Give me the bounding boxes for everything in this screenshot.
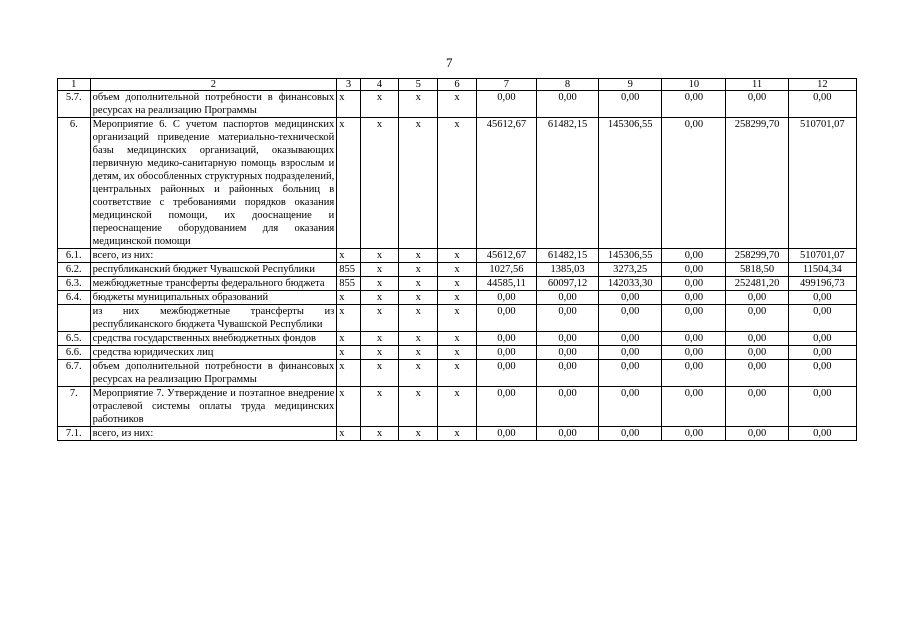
amount-cell-col-12: 0,00 xyxy=(788,346,856,360)
table-row xyxy=(58,91,857,118)
header-row xyxy=(58,79,857,91)
row-description-cell: республиканский бюджет Чувашской Республики xyxy=(90,263,337,277)
column-header-12: 12 xyxy=(788,79,856,91)
amount-cell-col-10: 0,00 xyxy=(662,427,726,441)
amount-cell-col-7: 1027,56 xyxy=(476,263,536,277)
table-row xyxy=(58,332,857,346)
amount-cell-col-12: 0,00 xyxy=(788,332,856,346)
column-header-3: 3 xyxy=(337,79,360,91)
amount-cell-col-9: 145306,55 xyxy=(599,249,662,263)
budget-code-cell: x xyxy=(337,291,360,305)
amount-cell-col-8: 0,00 xyxy=(536,291,598,305)
column-4-cell: x xyxy=(360,249,399,263)
amount-cell-col-8: 61482,15 xyxy=(536,118,598,249)
amount-cell-col-12: 510701,07 xyxy=(788,118,856,249)
amount-cell-col-9: 0,00 xyxy=(599,427,662,441)
row-description-cell: всего, из них: xyxy=(90,249,337,263)
column-4-cell: x xyxy=(360,427,399,441)
row-description-cell: бюджеты муниципальных образований xyxy=(90,291,337,305)
column-5-cell: x xyxy=(399,118,438,249)
table-row xyxy=(58,291,857,305)
amount-cell-col-11: 5818,50 xyxy=(726,263,788,277)
amount-cell-col-11: 258299,70 xyxy=(726,249,788,263)
amount-cell-col-9: 0,00 xyxy=(599,305,662,332)
column-5-cell: x xyxy=(399,91,438,118)
amount-cell-col-9: 145306,55 xyxy=(599,118,662,249)
amount-cell-col-12: 510701,07 xyxy=(788,249,856,263)
column-5-cell: x xyxy=(399,360,438,387)
column-4-cell: x xyxy=(360,360,399,387)
amount-cell-col-11: 258299,70 xyxy=(726,118,788,249)
column-4-cell: x xyxy=(360,305,399,332)
column-4-cell: x xyxy=(360,263,399,277)
row-description-cell: всего, из них: xyxy=(90,427,337,441)
row-description-cell: средства государственных внебюджетных фондов xyxy=(90,332,337,346)
column-6-cell: x xyxy=(438,249,477,263)
amount-cell-col-10: 0,00 xyxy=(662,263,726,277)
amount-cell-col-9: 0,00 xyxy=(599,346,662,360)
row-number-cell: 6.7. xyxy=(58,360,91,387)
budget-code-cell: x xyxy=(337,305,360,332)
amount-cell-col-7: 0,00 xyxy=(476,305,536,332)
budget-code-cell: x xyxy=(337,332,360,346)
amount-cell-col-10: 0,00 xyxy=(662,118,726,249)
row-number-cell: 6.4. xyxy=(58,291,91,305)
column-6-cell: x xyxy=(438,291,477,305)
amount-cell-col-8: 0,00 xyxy=(536,387,598,427)
column-4-cell: x xyxy=(360,277,399,291)
column-6-cell: x xyxy=(438,346,477,360)
amount-cell-col-7: 44585,11 xyxy=(476,277,536,291)
table-row xyxy=(58,277,857,291)
column-5-cell: x xyxy=(399,387,438,427)
table-body xyxy=(58,91,857,441)
amount-cell-col-11: 252481,20 xyxy=(726,277,788,291)
page-number: 7 xyxy=(446,55,453,70)
amount-cell-col-11: 0,00 xyxy=(726,305,788,332)
amount-cell-col-12: 0,00 xyxy=(788,360,856,387)
row-number-cell: 7.1. xyxy=(58,427,91,441)
amount-cell-col-7: 0,00 xyxy=(476,360,536,387)
row-description-cell: средства юридических лиц xyxy=(90,346,337,360)
column-4-cell: x xyxy=(360,91,399,118)
amount-cell-col-11: 0,00 xyxy=(726,360,788,387)
row-number-cell: 5.7. xyxy=(58,91,91,118)
amount-cell-col-8: 0,00 xyxy=(536,346,598,360)
amount-cell-col-7: 45612,67 xyxy=(476,249,536,263)
amount-cell-col-7: 0,00 xyxy=(476,387,536,427)
row-description-cell: из них межбюджетные трансферты из республиканского бюджета Чувашской Республики xyxy=(90,305,337,332)
amount-cell-col-7: 0,00 xyxy=(476,91,536,118)
amount-cell-col-11: 0,00 xyxy=(726,332,788,346)
amount-cell-col-9: 0,00 xyxy=(599,332,662,346)
table-row xyxy=(58,305,857,332)
table-row xyxy=(58,263,857,277)
amount-cell-col-11: 0,00 xyxy=(726,387,788,427)
column-6-cell: x xyxy=(438,305,477,332)
column-header-7: 7 xyxy=(476,79,536,91)
amount-cell-col-9: 3273,25 xyxy=(599,263,662,277)
table-row xyxy=(58,249,857,263)
column-header-1: 1 xyxy=(58,79,91,91)
column-header-5: 5 xyxy=(399,79,438,91)
amount-cell-col-8: 1385,03 xyxy=(536,263,598,277)
amount-cell-col-9: 0,00 xyxy=(599,360,662,387)
row-description-cell: межбюджетные трансферты федерального бюджета xyxy=(90,277,337,291)
budget-code-cell: x xyxy=(337,427,360,441)
amount-cell-col-8: 0,00 xyxy=(536,360,598,387)
amount-cell-col-10: 0,00 xyxy=(662,360,726,387)
table-row xyxy=(58,118,857,249)
amount-cell-col-8: 60097,12 xyxy=(536,277,598,291)
row-number-cell: 6.5. xyxy=(58,332,91,346)
row-number-cell: 6.1. xyxy=(58,249,91,263)
row-number-cell: 6.6. xyxy=(58,346,91,360)
column-6-cell: x xyxy=(438,360,477,387)
amount-cell-col-8: 0,00 xyxy=(536,91,598,118)
budget-code-cell: x xyxy=(337,360,360,387)
amount-cell-col-12: 0,00 xyxy=(788,291,856,305)
column-header-2: 2 xyxy=(90,79,337,91)
amount-cell-col-10: 0,00 xyxy=(662,277,726,291)
column-6-cell: x xyxy=(438,427,477,441)
row-description-cell: объем дополнительной потребности в финансовых ресурсах на реализацию Программы xyxy=(90,360,337,387)
amount-cell-col-12: 0,00 xyxy=(788,91,856,118)
amount-cell-col-10: 0,00 xyxy=(662,346,726,360)
budget-code-cell: x xyxy=(337,387,360,427)
amount-cell-col-7: 0,00 xyxy=(476,291,536,305)
column-5-cell: x xyxy=(399,249,438,263)
budget-code-cell: 855 xyxy=(337,277,360,291)
column-header-9: 9 xyxy=(599,79,662,91)
column-5-cell: x xyxy=(399,346,438,360)
row-description-cell: объем дополнительной потребности в финансовых ресурсах на реализацию Программы xyxy=(90,91,337,118)
budget-code-cell: x xyxy=(337,118,360,249)
column-4-cell: x xyxy=(360,387,399,427)
amount-cell-col-8: 0,00 xyxy=(536,332,598,346)
row-number-cell xyxy=(58,305,91,332)
amount-cell-col-11: 0,00 xyxy=(726,291,788,305)
amount-cell-col-11: 0,00 xyxy=(726,346,788,360)
amount-cell-col-12: 0,00 xyxy=(788,427,856,441)
column-header-11: 11 xyxy=(726,79,788,91)
amount-cell-col-10: 0,00 xyxy=(662,291,726,305)
column-header-8: 8 xyxy=(536,79,598,91)
column-header-6: 6 xyxy=(438,79,477,91)
amount-cell-col-8: 0,00 xyxy=(536,427,598,441)
amount-cell-col-10: 0,00 xyxy=(662,91,726,118)
row-number-cell: 6.2. xyxy=(58,263,91,277)
row-number-cell: 6. xyxy=(58,118,91,249)
row-description-cell: Мероприятие 6. С учетом паспортов медицинских организаций приведение материально-технической базы медицинских организаций, оказывающих первичную медико-санитарную помощь взрослым и детям, их обособленных структурных подразделений, центральных районных и районных больниц в соответствие с требованиями порядков оказания медицинской помощи, их дооснащение и переоснащение оборудованием для оказания медицинской помощи xyxy=(90,118,337,249)
amount-cell-col-10: 0,00 xyxy=(662,305,726,332)
amount-cell-col-7: 0,00 xyxy=(476,332,536,346)
amount-cell-col-11: 0,00 xyxy=(726,427,788,441)
budget-code-cell: 855 xyxy=(337,263,360,277)
budget-code-cell: x xyxy=(337,346,360,360)
budget-code-cell: x xyxy=(337,249,360,263)
amount-cell-col-7: 0,00 xyxy=(476,427,536,441)
amount-cell-col-10: 0,00 xyxy=(662,332,726,346)
table-row xyxy=(58,387,857,427)
amount-cell-col-12: 11504,34 xyxy=(788,263,856,277)
column-4-cell: x xyxy=(360,346,399,360)
column-6-cell: x xyxy=(438,118,477,249)
amount-cell-col-9: 142033,30 xyxy=(599,277,662,291)
column-4-cell: x xyxy=(360,291,399,305)
amount-cell-col-9: 0,00 xyxy=(599,387,662,427)
column-6-cell: x xyxy=(438,91,477,118)
amount-cell-col-8: 0,00 xyxy=(536,305,598,332)
budget-code-cell: x xyxy=(337,91,360,118)
column-6-cell: x xyxy=(438,332,477,346)
amount-cell-col-12: 0,00 xyxy=(788,305,856,332)
amount-cell-col-8: 61482,15 xyxy=(536,249,598,263)
column-4-cell: x xyxy=(360,332,399,346)
row-number-cell: 7. xyxy=(58,387,91,427)
column-6-cell: x xyxy=(438,263,477,277)
table-row xyxy=(58,360,857,387)
column-6-cell: x xyxy=(438,277,477,291)
amount-cell-col-9: 0,00 xyxy=(599,291,662,305)
amount-cell-col-7: 0,00 xyxy=(476,346,536,360)
column-4-cell: x xyxy=(360,118,399,249)
budget-table xyxy=(57,78,857,441)
amount-cell-col-10: 0,00 xyxy=(662,387,726,427)
amount-cell-col-7: 45612,67 xyxy=(476,118,536,249)
amount-cell-col-12: 0,00 xyxy=(788,387,856,427)
column-header-10: 10 xyxy=(662,79,726,91)
amount-cell-col-11: 0,00 xyxy=(726,91,788,118)
column-5-cell: x xyxy=(399,263,438,277)
table-row xyxy=(58,346,857,360)
row-description-cell: Мероприятие 7. Утверждение и поэтапное внедрение отраслевой системы оплаты труда медицинских работников xyxy=(90,387,337,427)
column-5-cell: x xyxy=(399,291,438,305)
amount-cell-col-10: 0,00 xyxy=(662,249,726,263)
amount-cell-col-12: 499196,73 xyxy=(788,277,856,291)
column-header-4: 4 xyxy=(360,79,399,91)
amount-cell-col-9: 0,00 xyxy=(599,91,662,118)
column-6-cell: x xyxy=(438,387,477,427)
column-5-cell: x xyxy=(399,427,438,441)
table-row xyxy=(58,427,857,441)
column-5-cell: x xyxy=(399,277,438,291)
column-5-cell: x xyxy=(399,332,438,346)
column-5-cell: x xyxy=(399,305,438,332)
row-number-cell: 6.3. xyxy=(58,277,91,291)
